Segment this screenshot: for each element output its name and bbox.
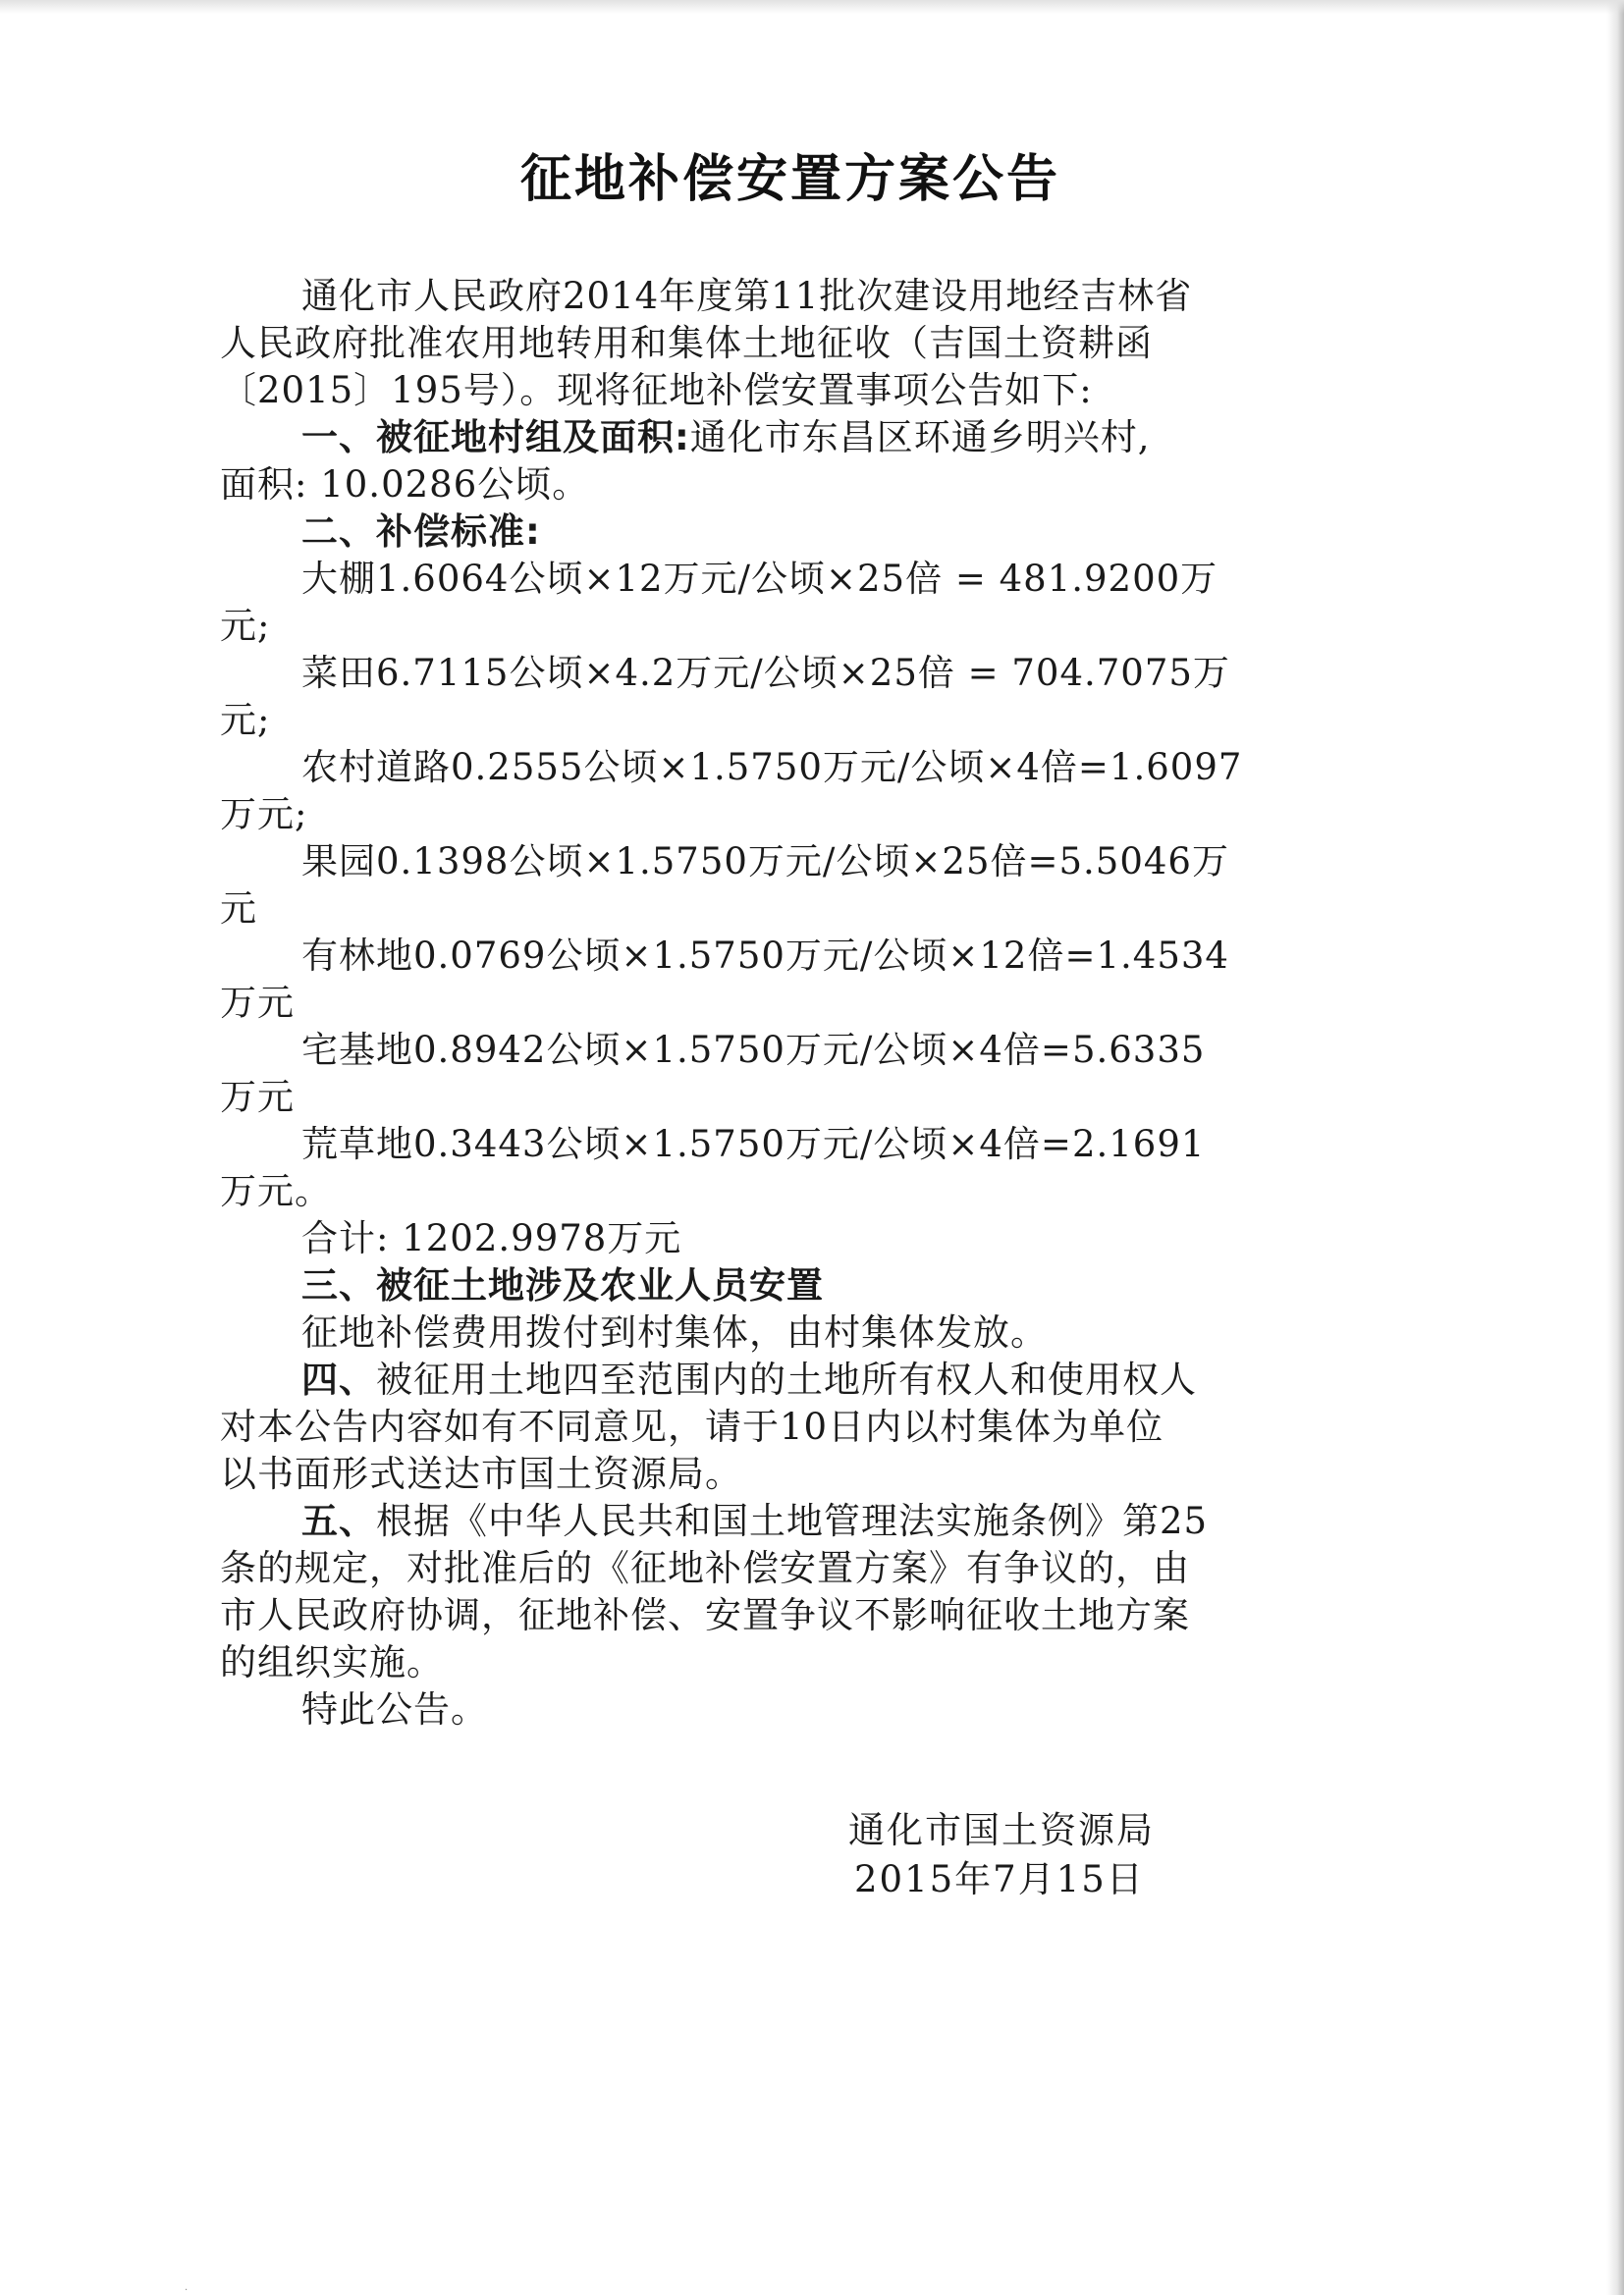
section-5-heading: 五、: [301, 1500, 376, 1542]
compensation-item-7-unit: 万元。: [220, 1170, 332, 1212]
compensation-item-5-unit: 万元: [220, 982, 295, 1024]
document-title: 征地补偿安置方案公告: [519, 150, 1060, 209]
document-body: [220, 273, 1359, 1734]
compensation-item-5: 有林地0.0769公顷×1.5750万元/公顷×12倍=1.4534: [301, 934, 1229, 977]
intro-line-2: 人民政府批准农用地转用和集体土地征收（吉国土资耕函: [220, 322, 1153, 364]
section-5-text: 根据《中华人民共和国土地管理法实施条例》第25: [376, 1500, 1209, 1542]
compensation-item-6: 宅基地0.8942公顷×1.5750万元/公顷×4倍=5.6335: [301, 1029, 1206, 1071]
compensation-item-2: 菜田6.7115公顷×4.2万元/公顷×25倍 = 704.7075万: [301, 652, 1230, 694]
section-5-line-3: 市人民政府协调，征地补偿、安置争议不影响征收土地方案: [220, 1594, 1190, 1636]
section-4-line-2: 对本公告内容如有不同意见，请于10日内以村集体为单位: [220, 1406, 1164, 1448]
section-3-text: 征地补偿费用拨付到村集体，由村集体发放。: [301, 1311, 1048, 1354]
intro-line-3: 〔2015〕195号）。现将征地补偿安置事项公告如下:: [220, 369, 1093, 411]
closing-text: 特此公告。: [301, 1688, 488, 1731]
section-4-text: 被征用土地四至范围内的土地所有权人和使用权人: [376, 1359, 1197, 1401]
section-3-heading: 三、被征土地涉及农业人员安置: [301, 1264, 824, 1307]
compensation-item-2-unit: 元;: [220, 699, 271, 741]
section-4-line-1: [220, 1357, 1359, 1404]
compensation-item-3: 农村道路0.2555公顷×1.5750万元/公顷×4倍=1.6097: [301, 746, 1243, 788]
compensation-item-7: 荒草地0.3443公顷×1.5750万元/公顷×4倍=2.1691: [301, 1123, 1206, 1165]
section-5-line-4: 的组织实施。: [220, 1641, 444, 1683]
scan-edge-shadow: [1606, 0, 1624, 2295]
issue-date: 2015年7月15日: [854, 1858, 1145, 1900]
compensation-total: 合计: 1202.9978万元: [301, 1217, 682, 1259]
section-4-line-3: 以书面形式送达市国土资源局。: [220, 1453, 742, 1495]
compensation-item-4: 果园0.1398公顷×1.5750万元/公顷×25倍=5.5046万: [301, 840, 1229, 882]
section-5-line-2: 条的规定，对批准后的《征地补偿安置方案》有争议的，由: [220, 1547, 1190, 1589]
signature-block: [848, 1806, 1241, 1904]
compensation-item-4-unit: 元: [220, 887, 257, 930]
compensation-item-1-unit: 元;: [220, 605, 271, 647]
section-5-line-1: [220, 1498, 1359, 1545]
compensation-item-6-unit: 万元: [220, 1076, 295, 1118]
section-2-heading: 二、补偿标准:: [301, 510, 541, 553]
compensation-item-3-unit: 万元;: [220, 793, 308, 835]
compensation-item-1: 大棚1.6064公顷×12万元/公顷×25倍 = 481.9200万: [301, 558, 1218, 600]
section-1-heading: 一、被征地村组及面积:: [301, 416, 690, 458]
intro-line-1: 通化市人民政府2014年度第11批次建设用地经吉林省: [301, 275, 1193, 317]
section-4-heading: 四、: [301, 1359, 376, 1401]
section-1-area: 面积: 10.0286公顷。: [220, 463, 590, 506]
section-1-text: 通化市东昌区环通乡明兴村,: [689, 416, 1151, 458]
scan-top-shadow: [0, 0, 1624, 14]
section-1: [220, 414, 1359, 461]
issuer-name: 通化市国土资源局: [848, 1809, 1155, 1851]
scan-speck: ·: [185, 2285, 189, 2296]
